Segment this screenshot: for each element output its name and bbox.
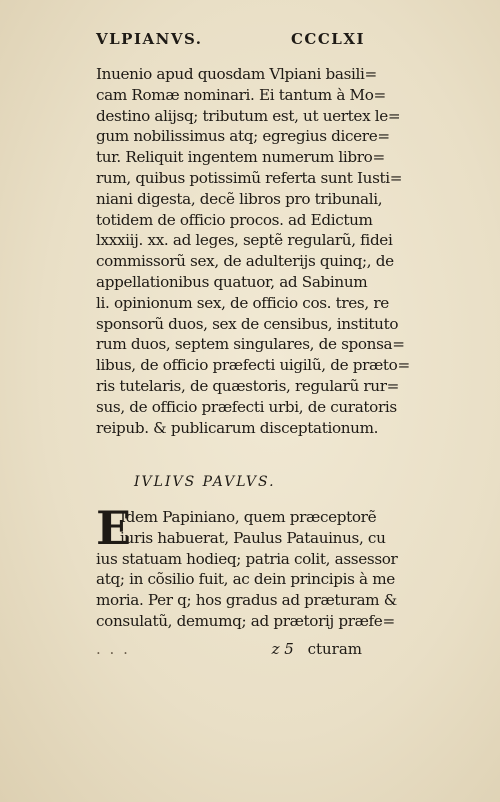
text-line: consulatũ, demumq; ad prætorij præfe=	[96, 611, 395, 630]
second-text-block	[96, 501, 398, 632]
text-line: tur. Reliquit ingentem numerum libro=	[96, 148, 385, 167]
text-line: li. opinionum sex, de officio cos. tres, re	[96, 293, 389, 312]
main-text-block	[96, 64, 410, 438]
text-line: moria. Per q; hos gradus ad præturam &	[96, 591, 397, 610]
text-line: ius statuam hodieq; patria colit, assessor	[96, 549, 398, 568]
text-line: totidem de officio procos. ad Edictum	[96, 210, 373, 229]
running-title: VLPIANVS.	[96, 30, 203, 48]
page-footer	[96, 640, 362, 658]
text-line: Idem Papiniano, quem præceptorẽ	[120, 508, 377, 526]
section-heading: IVLIVS PAVLVS.	[134, 474, 276, 490]
text-line: rum duos, septem singulares, de sponsa=	[96, 335, 405, 354]
catchword: cturam	[307, 640, 362, 658]
page-header	[96, 30, 365, 48]
text-line: libus, de officio præfecti uigilũ, de prætо=	[96, 356, 410, 375]
text-line: destino alijsq; tributum est, ut uertex le=	[96, 106, 401, 125]
folio-number: CCCLXI	[290, 30, 365, 48]
text-line: commissorũ sex, de adulterijs quinq;, de	[96, 252, 394, 271]
text-line: niani digesta, decẽ libros pro tribunali,	[96, 189, 383, 208]
text-line: appellationibus quatuor, ad Sabinum	[96, 272, 368, 291]
text-line: rum, quibus potissimũ referta sunt Iusti=	[96, 168, 403, 187]
text-line: iuris habuerat, Paulus Patauinus, cu	[120, 528, 386, 547]
drop-cap-letter: E	[96, 501, 132, 555]
text-line: Inuenio apud quosdam Vlpiani basili=	[96, 65, 377, 83]
decorative-dots: . . .	[96, 640, 130, 658]
text-line: sponsorũ duos, sex de censibus, instituto	[96, 314, 399, 333]
signature-mark: z 5	[271, 640, 294, 658]
text-line: ris tutelaris, de quæstoris, regularũ rur=	[96, 376, 399, 395]
text-line: gum nobilissimus atq; egregius dicere=	[96, 127, 390, 146]
text-line: reipub. & publicarum disceptationum.	[96, 418, 379, 437]
text-line: atq; in cõsilio fuit, ac dein principis à me	[96, 570, 395, 589]
text-line: cam Romæ nominari. Ei tantum à Mo=	[96, 85, 386, 104]
text-line: sus, de officio præfecti urbi, de curatoris	[96, 397, 397, 416]
text-line: lxxxiij. xx. ad leges, septẽ regularũ, fidei	[96, 231, 393, 250]
